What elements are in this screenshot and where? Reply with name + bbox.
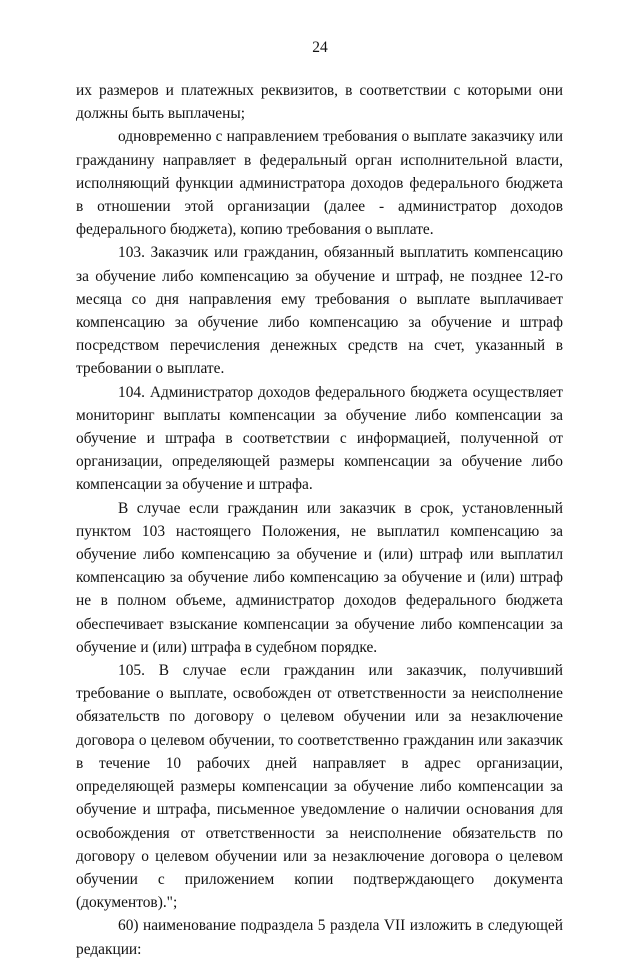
paragraph-item-103: 103. Заказчик или гражданин, обязанный выплатить компенсацию за обучение либо компенсацию за обучение и штраф, не позднее 12-го месяца со дня направления ему требования о выплате выплачивает компенсацию за обучение либо компенсацию за обучение и штраф посредством перечисления денежных средств на счет, указанный в требовании о выплате. bbox=[76, 244, 563, 378]
page-number: 24 bbox=[312, 39, 328, 56]
paragraph-recovery: В случае если гражданин или заказчик в срок, установленный пунктом 103 настоящего Положения, не выплатил компенсацию за обучение либо компенсацию за обучение и (или) штраф или выплатил компенсацию за обучение либо компенсацию за обучение и (или) штраф не в полном объеме, администратор доходов федерального бюджета обеспечивает взыскание компенсации за обучение либо компенсации за обучение и (или) штрафа в судебном порядке. bbox=[76, 499, 563, 656]
paragraph-notification: одновременно с направлением требования о выплате заказчику или гражданину направляет в федеральный орган исполнительной власти, исполняющий функции администратора доходов федерального бюджета в отношении этой организации (далее - администратор доходов федерального бюджета), копию требования о выплате. bbox=[76, 128, 563, 239]
paragraph-item-104: 104. Администратор доходов федерального бюджета осуществляет мониторинг выплаты компенсации за обучение либо компенсации за обучение и штрафа в соответствии с информацией, полученной от организации, определяющей размеры компенсации за обучение либо компенсации за обучение и штрафа. bbox=[76, 383, 563, 494]
document-body bbox=[76, 79, 563, 961]
paragraph-continuation: их размеров и платежных реквизитов, в соответствии с которыми они должны быть выплачены; bbox=[76, 82, 563, 123]
paragraph-item-105: 105. В случае если гражданин или заказчик, получивший требование о выплате, освобожден от ответственности за неисполнение обязательств по договору о целевом обучении или за незаключение договора о целевом обучении, то соответственно гражданин или заказчик в течение 10 рабочих дней направляет в адрес организации, определяющей размеры компенсации за обучение либо компенсации за обучение и штрафа, письменное уведомление о наличии основания для освобождения от ответственности за неисполнение обязательств по договору о целевом обучении или за незаключение договора о целевом обучении с приложением копии подтверждающего документа (документов)."; bbox=[76, 662, 563, 912]
paragraph-item-60: 60) наименование подраздела 5 раздела VII изложить в следующей редакции: bbox=[76, 917, 563, 958]
